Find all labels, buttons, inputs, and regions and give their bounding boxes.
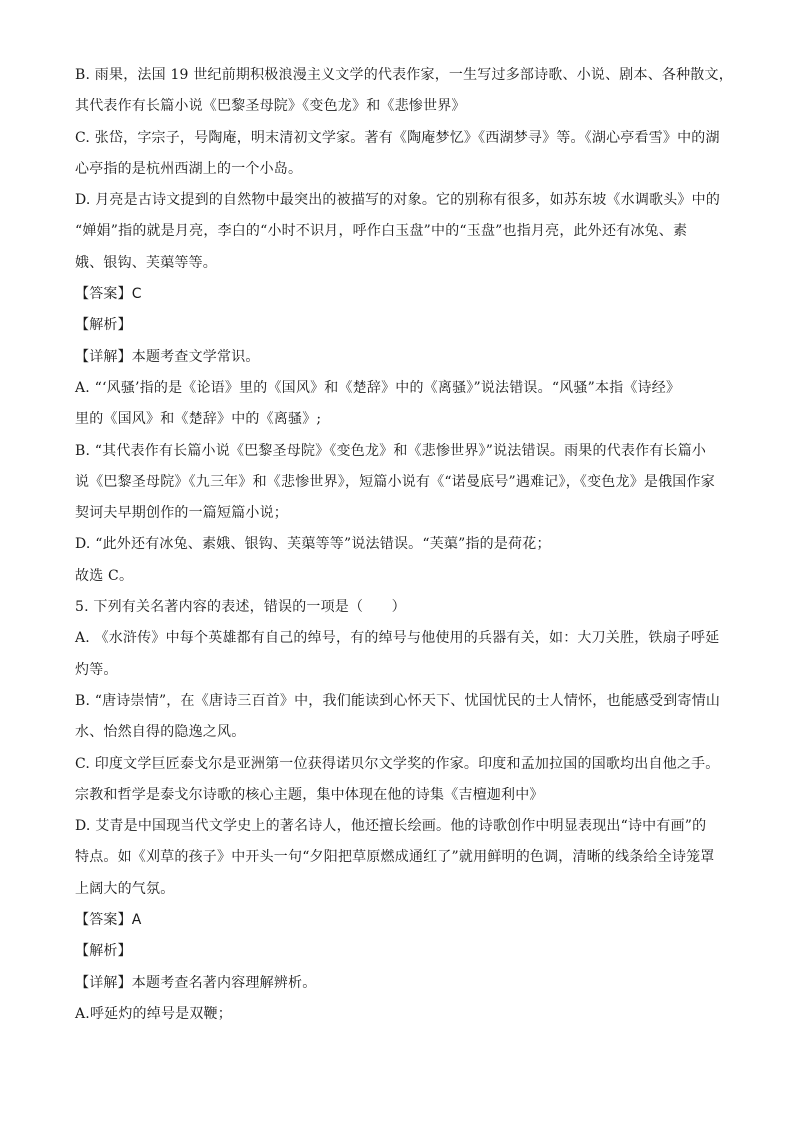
answer-label-q5: 【答案】A xyxy=(75,912,142,929)
explain-a-q5: A.呼延灼的绰号是双鞭； xyxy=(75,1005,232,1022)
q5-option-b: B. “唐诗崇情”，在《唐诗三百首》中，我们能读到心怀天下、忧国忧民的士人情怀，也能感受到寄情山 xyxy=(75,692,721,709)
q5-option-d: D. 艾青是中国现当代文学史上的著名诗人，他还擅长绘画。他的诗歌创作中明显表现出“诗中有画”的 xyxy=(75,818,707,835)
q5-option-d-cont: 特点。如《刈草的孩子》中开头一句“夕阳把草原燃成通红了”就用鲜明的色调，清晰的线条给全诗笼罩 xyxy=(75,849,715,866)
text-line-c-option-cont: 心亭指的是杭州西湖上的一个小岛。 xyxy=(75,160,303,177)
q5-option-b-cont: 水、怡然自得的隐逸之风。 xyxy=(75,724,246,741)
text-line-d-option-end: 娥、银钩、芙蕖等等。 xyxy=(75,254,217,271)
explain-d-q4: D. “此外还有冰兔、素娥、银钩、芙蕖等等”说法错误。“芙蕖”指的是荷花； xyxy=(75,536,551,553)
text-line-b-option: B. 雨果，法国 19 世纪前期积极浪漫主义文学的代表作家，一生写过多部诗歌、小说、剧本、各种散文， xyxy=(75,67,733,83)
q5-option-c: C. 印度文学巨匠泰戈尔是亚洲第一位获得诺贝尔文学奖的作家。印度和孟加拉国的国歌均出自他之手。 xyxy=(75,755,720,772)
text-line-b-option-cont: 其代表作有长篇小说《巴黎圣母院》《变色龙》和《悲惨世界》 xyxy=(75,98,466,115)
text-line-d-option: D. 月亮是古诗文提到的自然物中最突出的被描写的对象。它的别称有很多，如苏东坡《水调歌头》中的 xyxy=(75,192,721,209)
q5-option-c-cont: 宗教和哲学是泰戈尔诗歌的核心主题，集中体现在他的诗集《吉檀迦利中》 xyxy=(75,786,544,803)
question-5-stem: 5. 下列有关名著内容的表述，错误的一项是（ ） xyxy=(75,599,406,616)
q5-option-d-end: 上阔大的气氛。 xyxy=(75,880,175,897)
choice-line-q4: 故选 C。 xyxy=(75,567,134,584)
document-page xyxy=(75,60,733,1030)
analysis-label-q5: 【解析】 xyxy=(75,943,132,960)
answer-label-q4: 【答案】C xyxy=(75,286,142,303)
explain-a-q4-cont: 里的《国风》和《楚辞》中的《离骚》; xyxy=(75,411,322,428)
explain-b-q4: B. “其代表作有长篇小说《巴黎圣母院》《变色龙》和《悲惨世界》”说法错误。雨果的代表作有长篇小 xyxy=(75,442,707,459)
text-line-d-option-cont: “婵娟”指的就是月亮，李白的“小时不识月，呼作白玉盘”中的“玉盘”也指月亮，此外还有冰兔、素 xyxy=(75,223,688,240)
q5-option-a-cont: 灼等。 xyxy=(75,661,118,678)
q5-option-a: A. 《水浒传》中每个英雄都有自己的绰号，有的绰号与他使用的兵器有关，如：大刀关胜，铁扇子呼延 xyxy=(75,630,720,647)
explain-b-q4-end: 契诃夫早期创作的一篇短篇小说； xyxy=(75,505,288,522)
explain-a-q4: A. “‘风骚’指的是《论语》里的《国风》和《楚辞》中的《离骚》”说法错误。“风骚”本指《诗经》 xyxy=(75,379,681,396)
detail-line-q5: 【详解】本题考查名著内容理解辨析。 xyxy=(75,974,317,991)
text-line-c-option: C. 张岱，字宗子，号陶庵，明末清初文学家。著有《陶庵梦忆》《西湖梦寻》等。《湖心亭看雪》中的湖 xyxy=(75,129,720,146)
analysis-label-q4: 【解析】 xyxy=(75,317,132,334)
explain-b-q4-cont: 说《巴黎圣母院》《九三年》和《悲惨世界》，短篇小说有《“诺曼底号”遇难记》，《变色龙》是俄国作家 xyxy=(75,473,715,490)
detail-line-q4: 【详解】本题考查文学常识。 xyxy=(75,348,260,365)
